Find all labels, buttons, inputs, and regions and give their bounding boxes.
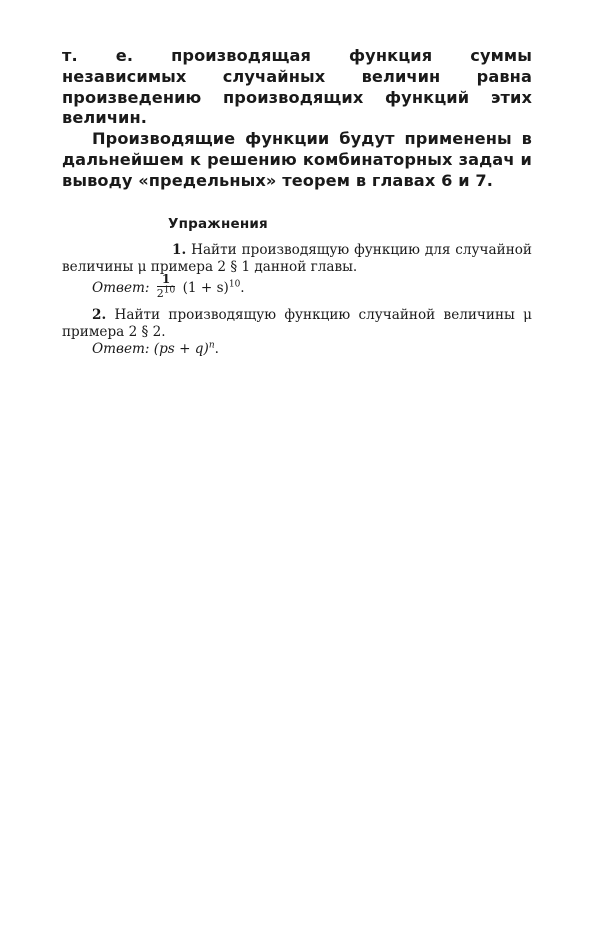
fraction-numerator: 1 <box>157 274 175 287</box>
exercise-1-answer-label: Ответ: <box>92 279 150 296</box>
exercise-1-text: Найти производящую функцию для случайной величины μ примера 2 § 1 данной главы. <box>62 241 532 275</box>
exercise-1-number: 1. <box>172 241 187 258</box>
fraction-denominator-exponent: 10 <box>163 284 176 295</box>
exercise-2-text: Найти производящую функцию случайной величины μ примера 2 § 2. <box>62 306 532 340</box>
answer-2-end-punct: . <box>214 340 219 357</box>
answer-2-expression-base: (ps + q) <box>153 340 209 357</box>
exercises-list <box>62 242 532 358</box>
answer-expression-base: (1 + s) <box>182 279 229 296</box>
main-text <box>62 46 532 192</box>
exercise-2-answer-label: Ответ: <box>92 340 150 357</box>
paragraph-1: т. е. производящая функция суммы независимых случайных величин равна произведению производящих функций этих величин. <box>62 46 532 128</box>
fraction-denominator <box>156 284 176 300</box>
fraction-denominator-base: 2 <box>156 286 164 300</box>
exercise-2-number: 2. <box>92 306 107 323</box>
exercises-heading: Упражнения <box>168 215 268 232</box>
exercise-2-answer <box>62 341 532 358</box>
answer-2-exponent-value: n <box>208 340 215 351</box>
exercise-1-answer-expression <box>183 280 245 296</box>
paragraph-2: Производящие функции будут применены в дальнейшем к решению комбинаторных задач и выводу «предельных» теорем в главах 6 и 7. <box>62 129 532 190</box>
answer-end-punct: . <box>240 279 245 296</box>
exercise-1 <box>62 242 532 276</box>
page-content <box>62 46 532 358</box>
answer-expression-exponent: 10 <box>228 279 241 290</box>
exercise-1-answer <box>62 271 532 301</box>
exercise-2 <box>62 307 532 341</box>
answer-fraction <box>156 271 176 300</box>
exercise-2-answer-expression <box>154 341 219 357</box>
